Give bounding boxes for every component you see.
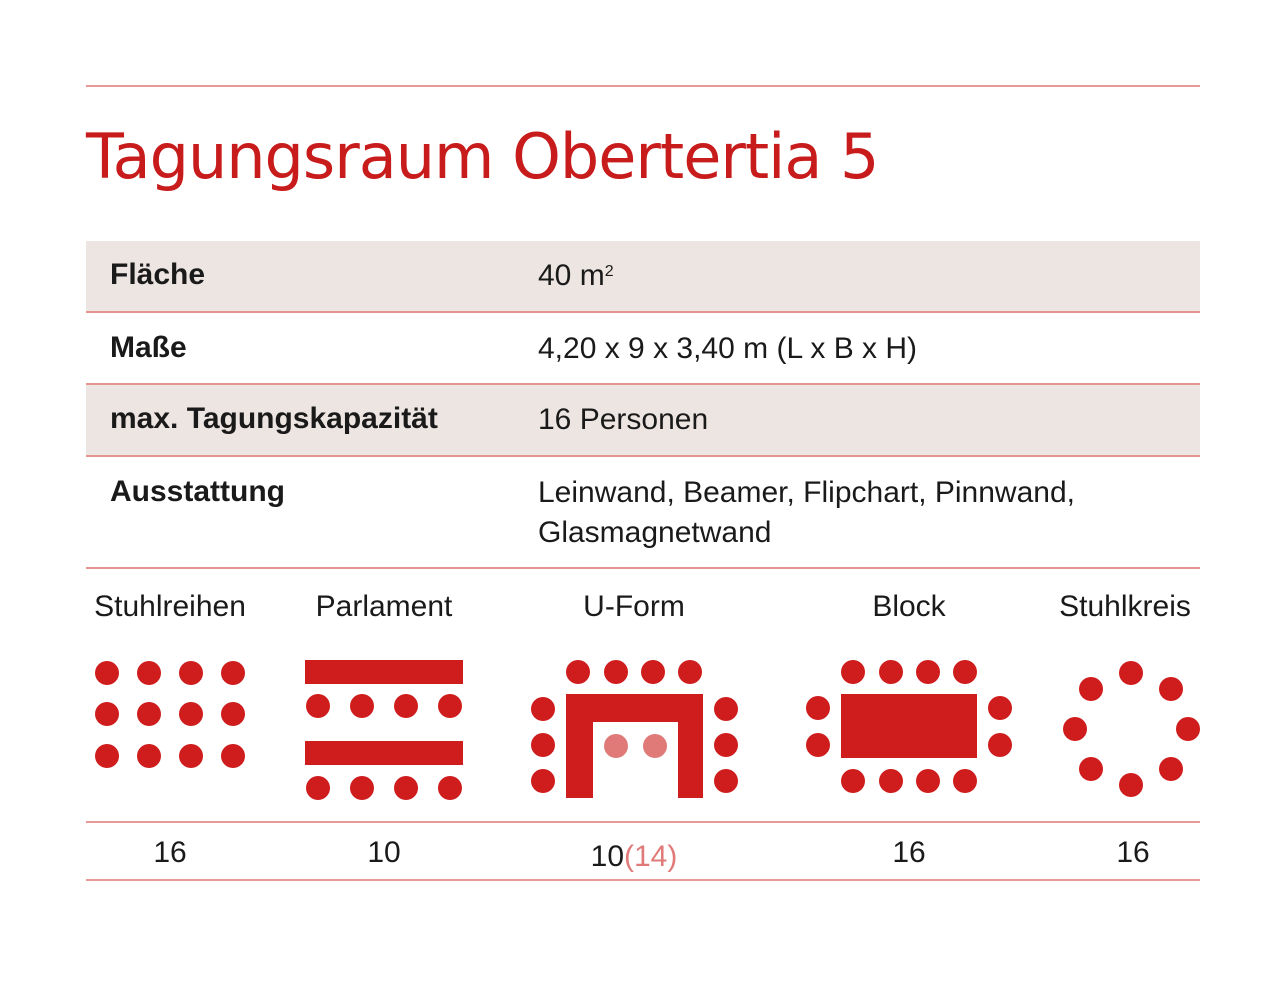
spec-row-kapazitaet xyxy=(86,385,1200,457)
spec-value-line: Glasmagnetwand xyxy=(538,516,772,549)
spec-label: Fläche xyxy=(110,258,206,291)
chair-icon xyxy=(438,776,462,800)
chair-icon xyxy=(841,660,865,684)
chair-icon xyxy=(306,776,330,800)
u-form-diagram xyxy=(531,660,738,798)
counts-top-rule xyxy=(86,821,1200,823)
chair-icon xyxy=(916,769,940,793)
layout-name-stuhlkreis: Stuhlkreis xyxy=(1059,590,1191,623)
chair-icon xyxy=(394,694,418,718)
spec-value xyxy=(538,473,1075,553)
u-table-icon xyxy=(566,694,703,798)
chair-icon xyxy=(221,744,245,768)
chair-icon xyxy=(137,661,161,685)
chair-icon xyxy=(879,660,903,684)
chair-icon xyxy=(988,696,1012,720)
table-icon xyxy=(305,741,463,765)
chair-icon xyxy=(179,702,203,726)
chair-icon xyxy=(953,660,977,684)
optional-chair-icon xyxy=(604,734,628,758)
chair-icon xyxy=(221,661,245,685)
stuhlkreis-diagram xyxy=(1063,661,1200,797)
spec-value: 4,20 x 9 x 3,40 m (L x B x H) xyxy=(538,332,918,365)
table-icon xyxy=(841,694,977,758)
chair-icon xyxy=(916,660,940,684)
chair-icon xyxy=(95,702,119,726)
layout-diagrams xyxy=(0,590,1287,810)
count-parlament: 10 xyxy=(367,836,401,869)
chair-icon xyxy=(137,744,161,768)
chair-icon xyxy=(350,776,374,800)
chair-icon xyxy=(137,702,161,726)
count-u-form xyxy=(591,840,678,874)
spec-label: max. Tagungskapazität xyxy=(110,402,438,435)
chair-icon xyxy=(95,661,119,685)
optional-chair-icon xyxy=(643,734,667,758)
spec-value-text: 40 m xyxy=(538,259,605,292)
count-stuhlkreis: 16 xyxy=(1116,836,1150,869)
chair-icon xyxy=(806,696,830,720)
spec-row-masse xyxy=(86,313,1200,385)
layout-name-stuhlreihen: Stuhlreihen xyxy=(94,590,246,623)
chair-icon xyxy=(1063,717,1087,741)
spec-value-superscript: 2 xyxy=(604,263,614,280)
count-block: 16 xyxy=(892,836,926,869)
spec-value: 16 Personen xyxy=(538,403,709,436)
count-extra: (14) xyxy=(624,840,678,873)
spec-row-flaeche xyxy=(86,241,1200,313)
specs-table xyxy=(86,241,1200,569)
chair-icon xyxy=(604,660,628,684)
spec-label: Maße xyxy=(110,331,187,364)
chair-icon xyxy=(306,694,330,718)
count-stuhlreihen: 16 xyxy=(153,836,187,869)
chair-icon xyxy=(566,660,590,684)
spec-label: Ausstattung xyxy=(110,475,285,508)
chair-icon xyxy=(1119,773,1143,797)
chair-icon xyxy=(714,733,738,757)
page-title: Tagungsraum Obertertia 5 xyxy=(86,120,879,193)
spec-row-ausstattung xyxy=(86,457,1200,569)
chair-icon xyxy=(1119,661,1143,685)
table-icon xyxy=(305,660,463,684)
bottom-rule xyxy=(86,879,1200,881)
top-rule xyxy=(86,85,1200,87)
seating-layouts xyxy=(0,590,1287,810)
chair-icon xyxy=(1159,677,1183,701)
layout-name-block: Block xyxy=(872,590,946,623)
chair-icon xyxy=(1079,677,1103,701)
chair-icon xyxy=(394,776,418,800)
layout-name-u-form: U-Form xyxy=(583,590,685,623)
parlament-diagram xyxy=(305,660,463,800)
chair-icon xyxy=(841,769,865,793)
spec-value xyxy=(538,256,614,296)
chair-icon xyxy=(438,694,462,718)
chair-icon xyxy=(1079,757,1103,781)
chair-icon xyxy=(714,769,738,793)
chair-icon xyxy=(678,660,702,684)
count-value: 10 xyxy=(590,840,625,873)
chair-icon xyxy=(531,769,555,793)
spec-value-line: Leinwand, Beamer, Flipchart, Pinnwand, xyxy=(538,476,1075,509)
chair-icon xyxy=(531,697,555,721)
chair-icon xyxy=(806,733,830,757)
chair-icon xyxy=(953,769,977,793)
chair-icon xyxy=(879,769,903,793)
chair-icon xyxy=(179,744,203,768)
chair-icon xyxy=(988,733,1012,757)
chair-icon xyxy=(1159,757,1183,781)
chair-icon xyxy=(221,702,245,726)
chair-icon xyxy=(1176,717,1200,741)
stuhlreihen-diagram xyxy=(95,661,245,768)
chair-icon xyxy=(95,744,119,768)
chair-icon xyxy=(350,694,374,718)
chair-icon xyxy=(641,660,665,684)
chair-icon xyxy=(714,697,738,721)
chair-icon xyxy=(531,733,555,757)
chair-icon xyxy=(179,661,203,685)
layout-name-parlament: Parlament xyxy=(315,590,453,623)
block-diagram xyxy=(806,660,1012,793)
